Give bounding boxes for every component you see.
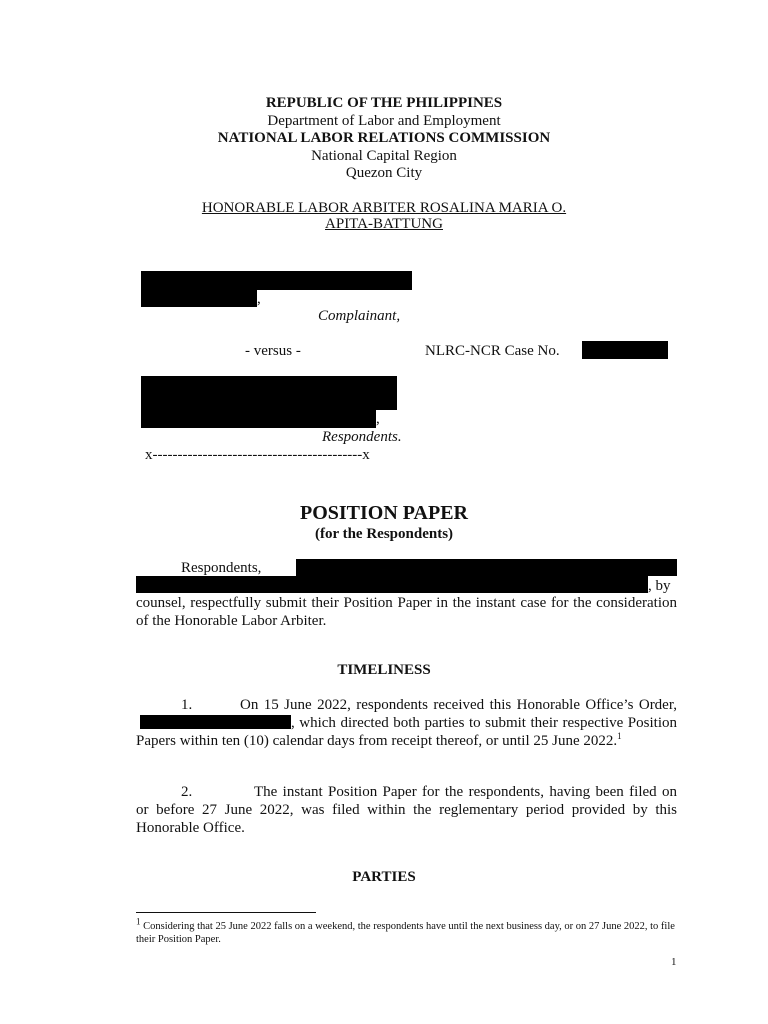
arbiter-line-2: APITA-BATTUNG — [325, 216, 443, 232]
arbiter-line-1: HONORABLE LABOR ARBITER ROSALINA MARIA O. — [201, 200, 567, 216]
intro-paragraph: counsel, respectfully submit their Position Paper in the instant case for the consideration of the Honorable Labor Arbiter. — [136, 595, 677, 630]
header-republic: REPUBLIC OF THE PHILIPPINES — [265, 95, 503, 111]
intro-by: , by — [648, 578, 671, 594]
paragraph-2-number: 2. — [181, 784, 193, 800]
caption-separator: x------------------------------------------x — [145, 447, 370, 463]
timeliness-heading: TIMELINESS — [337, 662, 431, 678]
header-department: Department of Labor and Employment — [267, 113, 501, 129]
paragraph-2 — [136, 783, 677, 838]
document-title: POSITION PAPER — [300, 502, 468, 524]
redacted-respondents-intro-2 — [136, 576, 648, 593]
header-city: Quezon City — [345, 165, 423, 181]
redacted-respondents-name-2 — [141, 410, 376, 428]
footnote-text: Considering that 25 June 2022 falls on a weekend, the respondents have until the next business day, or on 27 June 2022, to file their Position Paper. — [136, 921, 675, 945]
header-region: National Capital Region — [311, 148, 457, 164]
footnote — [136, 916, 677, 946]
paragraph-2-text: The instant Position Paper for the respondents, having been filed on or before 27 June 2022, was filed within the reglementary period provided by this Honorable Office. — [136, 784, 677, 837]
redacted-complainant-name-1 — [141, 271, 412, 290]
parties-heading: PARTIES — [352, 869, 416, 885]
redacted-case-number — [582, 341, 668, 359]
respondents-comma: , — [376, 411, 380, 427]
redacted-order-reference — [140, 715, 291, 729]
footnote-divider — [136, 912, 316, 913]
redacted-respondents-name-1 — [141, 376, 397, 410]
paragraph-1-text-b: , which directed both parties to submit their respective Position Papers within ten (10) calendar days from receipt thereof, or until 25 June 2022. — [136, 715, 677, 750]
paragraph-1-number: 1. — [181, 697, 193, 713]
respondents-label: Respondents. — [322, 429, 402, 445]
footnote-reference: 1 — [617, 731, 622, 742]
case-number-label: NLRC-NCR Case No. — [425, 343, 560, 359]
redacted-complainant-name-2 — [141, 290, 257, 307]
paragraph-1-text-a: On 15 June 2022, respondents received this Honorable Office’s Order, — [240, 697, 677, 713]
complainant-comma: , — [257, 291, 261, 307]
complainant-label: Complainant, — [318, 308, 401, 324]
intro-lead: Respondents, — [181, 560, 262, 576]
document-subtitle: (for the Respondents) — [314, 526, 454, 542]
paragraph-1 — [136, 696, 677, 751]
redacted-respondents-intro-1 — [296, 559, 677, 576]
page-number: 1 — [671, 956, 677, 968]
header-commission: NATIONAL LABOR RELATIONS COMMISSION — [217, 130, 551, 146]
versus-label: - versus - — [245, 343, 301, 359]
footnote-mark: 1 — [136, 916, 141, 927]
